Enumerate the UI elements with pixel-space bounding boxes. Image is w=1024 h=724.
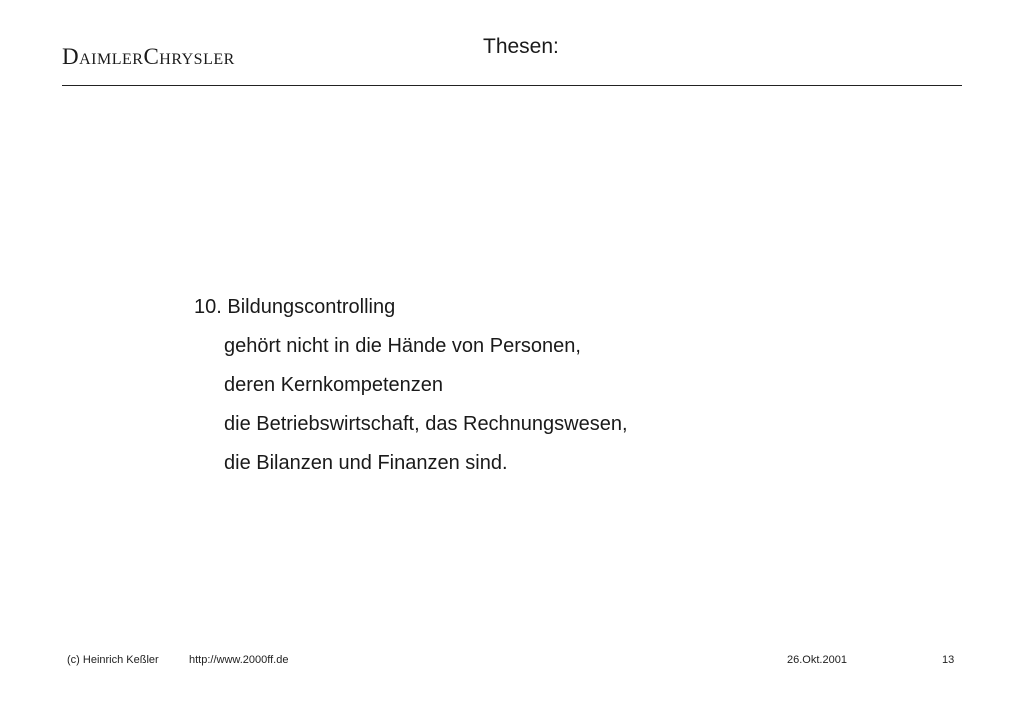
- thesis-line: die Betriebswirtschaft, das Rechnungswesen,: [224, 413, 628, 435]
- thesis-line: gehört nicht in die Hände von Personen,: [224, 335, 581, 357]
- thesis-block: [194, 288, 628, 483]
- thesis-heading: 10. Bildungscontrolling: [194, 296, 396, 318]
- footer-author: (c) Heinrich Keßler: [67, 654, 159, 666]
- thesis-line: die Bilanzen und Finanzen sind.: [224, 452, 508, 474]
- daimlerchrysler-logo: DaimlerChrysler: [62, 44, 235, 69]
- slide-title: Thesen:: [483, 35, 559, 58]
- footer-url: http://www.2000ff.de: [189, 654, 289, 666]
- header-divider: [62, 85, 962, 86]
- footer-page-number: 13: [942, 654, 955, 666]
- thesis-line: deren Kernkompetenzen: [224, 374, 444, 396]
- footer-date: 26.Okt.2001: [787, 654, 847, 666]
